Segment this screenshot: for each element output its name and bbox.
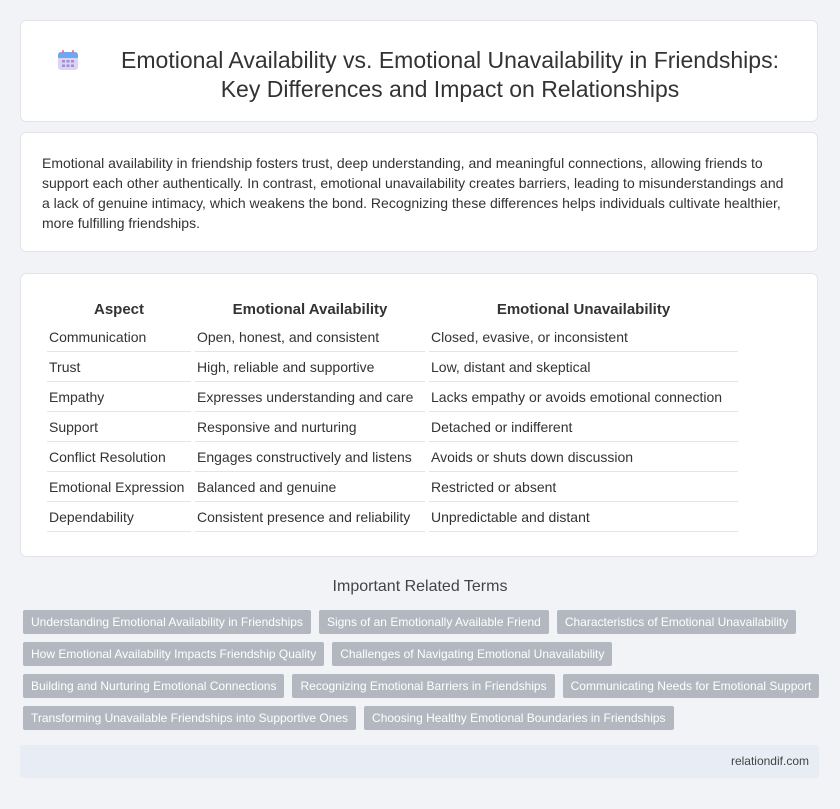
header-aspect: Aspect — [93, 301, 145, 318]
related-term-tag[interactable]: Communicating Needs for Emotional Support — [563, 674, 820, 698]
cell-availability: Consistent presence and reliability — [195, 502, 425, 532]
page-title: Emotional Availability vs. Emotional Unavailability in Friendships: Key Differences and Impact on Relationships — [121, 47, 779, 102]
cell-aspect: Dependability — [47, 502, 191, 532]
table-row — [47, 382, 738, 412]
cell-unavailability: Restricted or absent — [429, 472, 738, 502]
intro-card — [20, 132, 818, 252]
related-term-tag[interactable]: Choosing Healthy Emotional Boundaries in Friendships — [364, 706, 674, 730]
related-term-tag[interactable]: Recognizing Emotional Barriers in Friendships — [292, 674, 554, 698]
table-row — [47, 352, 738, 382]
cell-availability: Engages constructively and listens — [195, 442, 425, 472]
cell-unavailability: Detached or indifferent — [429, 412, 738, 442]
cell-availability: Balanced and genuine — [195, 472, 425, 502]
related-terms-list — [23, 610, 823, 738]
tag-row — [23, 674, 823, 698]
cell-aspect: Conflict Resolution — [47, 442, 191, 472]
table-row — [47, 322, 738, 352]
table-row — [47, 442, 738, 472]
table-header-row — [47, 295, 738, 322]
cell-availability: Expresses understanding and care — [195, 382, 425, 412]
comparison-card — [20, 273, 818, 557]
related-term-tag[interactable]: How Emotional Availability Impacts Friendship Quality — [23, 642, 324, 666]
related-terms-title: Important Related Terms — [332, 578, 508, 595]
footer-site[interactable]: relationdif.com — [730, 754, 809, 768]
related-term-tag[interactable]: Building and Nurturing Emotional Connections — [23, 674, 284, 698]
cell-aspect: Emotional Expression — [47, 472, 191, 502]
cell-unavailability: Low, distant and skeptical — [429, 352, 738, 382]
cell-aspect: Support — [47, 412, 191, 442]
cell-aspect: Communication — [47, 322, 191, 352]
tag-row — [23, 642, 823, 666]
cell-availability: Responsive and nurturing — [195, 412, 425, 442]
title-card — [20, 20, 818, 122]
tag-row — [23, 610, 823, 634]
related-term-tag[interactable]: Transforming Unavailable Friendships into Supportive Ones — [23, 706, 356, 730]
cell-unavailability: Lacks empathy or avoids emotional connection — [429, 382, 738, 412]
related-term-tag[interactable]: Signs of an Emotionally Available Friend — [319, 610, 549, 634]
calendar-icon — [57, 49, 79, 71]
related-term-tag[interactable]: Challenges of Navigating Emotional Unavailability — [332, 642, 612, 666]
tag-row — [23, 706, 823, 730]
table-row — [47, 412, 738, 442]
table-row — [47, 472, 738, 502]
related-term-tag[interactable]: Understanding Emotional Availability in Friendships — [23, 610, 311, 634]
footer — [20, 745, 819, 778]
related-term-tag[interactable]: Characteristics of Emotional Unavailability — [557, 610, 796, 634]
intro-paragraph: Emotional availability in friendship fosters trust, deep understanding, and meaningful connections, allowing friends to support each other authentically. In contrast, emotional unavailability creates barriers, leading to misunderstandings and a lack of genuine intimacy, which weakens the bond. Recognizing these differences helps individuals cultivate healthier, more fulfilling friendships. — [42, 155, 784, 231]
header-availability: Emotional Availability — [232, 301, 388, 318]
comparison-table — [43, 295, 742, 532]
cell-availability: High, reliable and supportive — [195, 352, 425, 382]
cell-unavailability: Unpredictable and distant — [429, 502, 738, 532]
cell-unavailability: Closed, evasive, or inconsistent — [429, 322, 738, 352]
cell-unavailability: Avoids or shuts down discussion — [429, 442, 738, 472]
cell-aspect: Empathy — [47, 382, 191, 412]
header-unavailability: Emotional Unavailability — [496, 301, 671, 318]
cell-aspect: Trust — [47, 352, 191, 382]
table-row — [47, 502, 738, 532]
cell-availability: Open, honest, and consistent — [195, 322, 425, 352]
